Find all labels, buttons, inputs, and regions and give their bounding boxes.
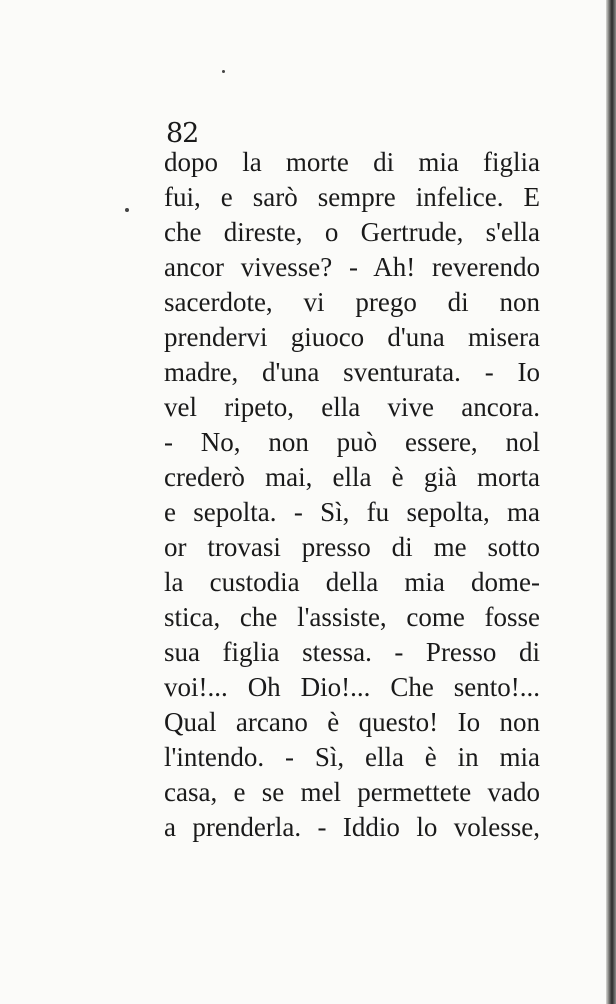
text-line: ancor vivesse? - Ah! reverendo: [164, 252, 540, 282]
text-line: la custodia della mia dome-: [164, 567, 540, 597]
text-line: prendervi giuoco d'una misera: [164, 322, 540, 352]
text-line: vel ripeto, ella vive ancora.: [164, 392, 540, 422]
page-number: 82: [166, 118, 199, 149]
text-line: l'intendo. - Sì, ella è in mia: [164, 742, 540, 772]
text-line: madre, d'una sventurata. - Io: [164, 357, 540, 387]
text-line: a prenderla. - Iddio lo volesse,: [164, 812, 540, 842]
text-line: casa, e se mel permettete vado: [164, 777, 540, 807]
text-line: che direste, o Gertrude, s'ella: [164, 217, 540, 247]
ink-speck: [222, 70, 225, 73]
text-line: sua figlia stessa. - Presso di: [164, 637, 540, 667]
text-line: voi!... Oh Dio!... Che sento!...: [164, 672, 540, 702]
text-line: dopo la morte di mia figlia: [164, 147, 540, 177]
page-edge-shadow: [606, 0, 616, 1004]
text-line: e sepolta. - Sì, fu sepolta, ma: [164, 497, 540, 527]
text-line: stica, che l'assiste, come fosse: [164, 602, 540, 632]
text-line: Qual arcano è questo! Io non: [164, 707, 540, 737]
text-line: crederò mai, ella è già morta: [164, 462, 540, 492]
text-line: fui, e sarò sempre infelice. E: [164, 182, 540, 212]
text-line: or trovasi presso di me sotto: [164, 532, 540, 562]
ink-speck: [125, 208, 129, 212]
body-text: [164, 145, 540, 845]
text-line: sacerdote, vi prego di non: [164, 287, 540, 317]
text-line: - No, non può essere, nol: [164, 427, 540, 457]
